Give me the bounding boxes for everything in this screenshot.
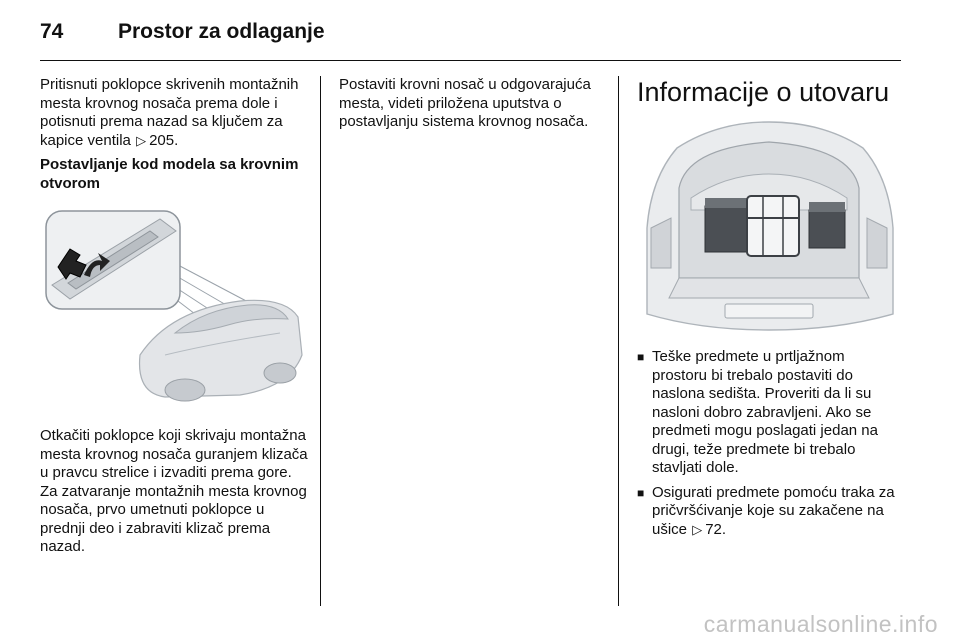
- page-number: 74: [40, 20, 64, 43]
- list-item: [637, 348, 902, 478]
- page-header: [40, 14, 325, 50]
- bullet-square-icon: ■: [637, 485, 645, 500]
- loading-tips-list: [637, 348, 902, 539]
- column-divider: [618, 76, 619, 606]
- column-1: [40, 76, 308, 563]
- page-reference: 72.: [705, 520, 727, 538]
- subheading: Postavljanje kod modela sa krovnim otvorom: [40, 156, 299, 192]
- page-title: Prostor za odlaganje: [118, 20, 325, 43]
- list-item: [637, 484, 902, 540]
- list-item-text: Osigurati predmete pomoću traka za pričvršćivanje koje su zakačene na ušice: [652, 483, 895, 538]
- page-reference: 205.: [149, 131, 179, 149]
- cargo-loading-illustration: [637, 118, 901, 332]
- watermark: carmanualsonline.info: [703, 611, 938, 637]
- reference-arrow-icon: ▷: [136, 132, 147, 148]
- header-divider: [40, 60, 901, 61]
- column-3: [637, 76, 902, 545]
- list-item-text: Teške predmete u prtljažnom prostoru bi trebalo postaviti do naslona sedišta. Proveriti da li su nasloni dobro zabravljeni. Ako se predmeti mogu poslagati jedan na drugi, teže predmete bi trebalo stavljati dole.: [652, 348, 878, 476]
- bullet-square-icon: ■: [637, 350, 645, 364]
- reference-arrow-icon: ▷: [692, 521, 703, 537]
- paragraph-text: Pritisnuti poklopce skrivenih montažnih mesta krovnog nosača prema dole i potisnuti prema nazad sa ključem za kapice ventila: [40, 76, 299, 149]
- column-2: [339, 76, 603, 138]
- column-divider: [320, 76, 321, 606]
- paragraph: Postaviti krovni nosač u odgovarajuća mesta, videti priložena uputstva o postavljanju sistema krovnog nosača.: [339, 76, 591, 130]
- paragraph: [40, 76, 308, 150]
- roof-rack-mount-illustration: [40, 205, 304, 415]
- section-title: Informacije o utovaru: [637, 77, 890, 107]
- paragraph: Otkačiti poklopce koji skrivaju montažna mesta krovnog nosača guranjem klizača u pravcu strelice i izvaditi prema gore. Za zatvaranje montažnih mesta krovnog nosača, prvo umetnuti poklopce u prednji deo i zabraviti klizač prema nazad.: [40, 427, 308, 555]
